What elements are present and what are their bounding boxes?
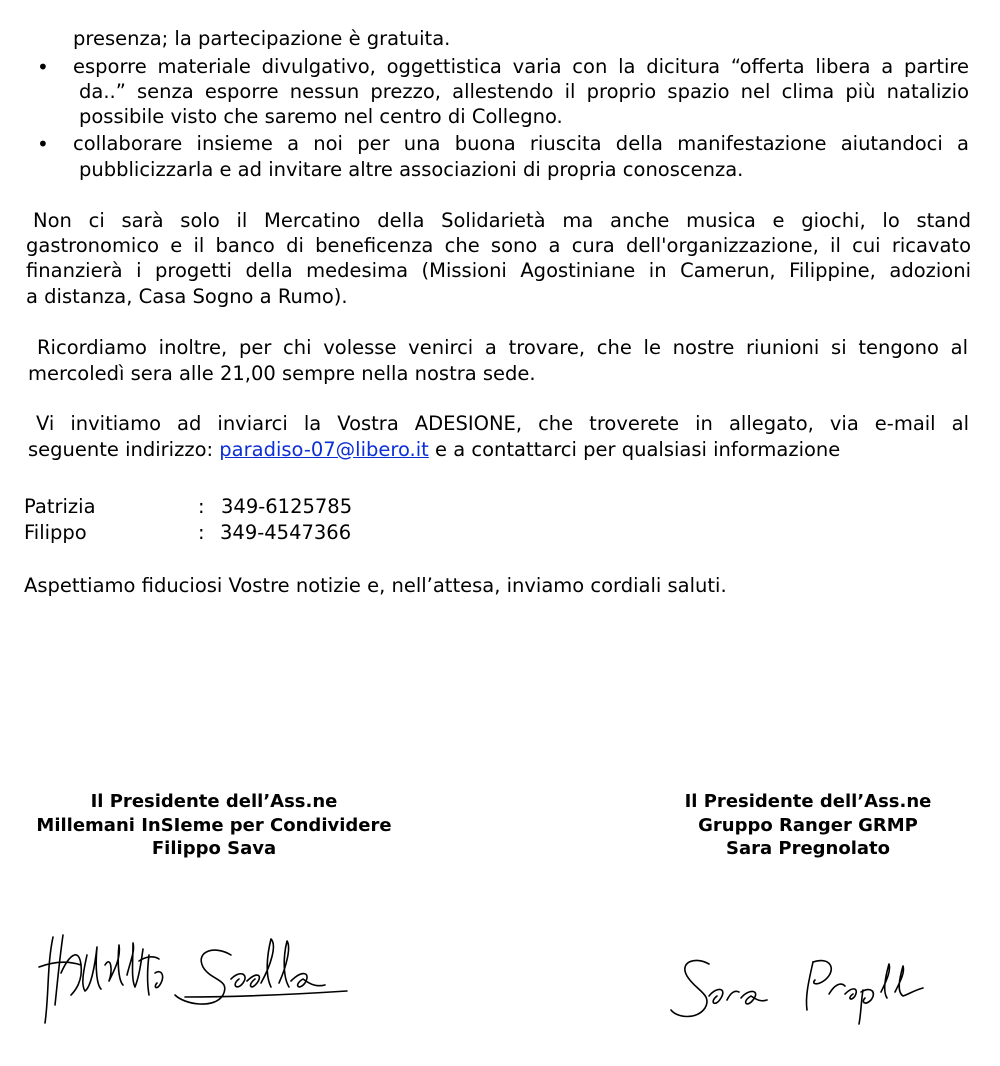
- paragraph-1-line-3: finanzierà i progetti della medesima (Missioni Agostiniane in Camerun, Filippine, adozioni: [26, 259, 971, 282]
- bullet-item-2-line-2: pubblicizzarla e ad invitare altre associazioni di propria conoscenza.: [79, 158, 744, 181]
- email-prefix-text: seguente indirizzo:: [28, 438, 214, 461]
- bullet-item-1-line-3: possibile visto che saremo nel centro di Collegno.: [79, 105, 563, 128]
- paragraph-1-line-1: Non ci sarà solo il Mercatino della Solidarietà ma anche musica e giochi, lo stand: [33, 209, 971, 232]
- left-signatory-block: [10, 790, 418, 861]
- contact-separator: :: [198, 521, 205, 544]
- right-signatory-org: Gruppo Ranger GRMP: [698, 814, 918, 836]
- bullet-continuation-text: presenza; la partecipazione è gratuita.: [73, 27, 451, 50]
- email-link[interactable]: paradiso-07@libero.it: [219, 438, 429, 461]
- left-handwritten-signature: [35, 925, 365, 1030]
- left-signatory-name: Filippo Sava: [151, 838, 277, 859]
- paragraph-2-line-1: Ricordiamo inoltre, per chi volesse venirci a trovare, che le nostre riunioni si tengono al: [37, 336, 968, 359]
- email-suffix-text: e a contattarci per qualsiasi informazione: [435, 438, 841, 461]
- right-signatory-name: Sara Pregnolato: [725, 838, 891, 859]
- left-signatory-org: Millemani InSIeme per Condividere: [36, 814, 392, 836]
- paragraph-2-line-2: mercoledì sera alle 21,00 sempre nella nostra sede.: [28, 362, 536, 385]
- contact-name: Filippo: [24, 521, 87, 544]
- right-signatory-block: [660, 790, 956, 861]
- bullet-marker-2: •: [37, 132, 49, 156]
- paragraph-1-line-2: gastronomico e il banco di beneficenza che sono a cura dell'organizzazione, il cui ricavato: [26, 234, 971, 257]
- bullet-item-1-line-1: esporre materiale divulgativo, oggettistica varia con la dicitura “offerta libera a partire: [73, 55, 969, 78]
- right-signatory-title: Il Presidente dell’Ass.ne: [684, 791, 932, 812]
- bullet-marker-1: •: [37, 55, 49, 79]
- contact-separator: :: [198, 495, 205, 518]
- closing-line: Aspettiamo fiduciosi Vostre notizie e, nell’attesa, inviamo cordiali saluti.: [24, 574, 727, 597]
- contact-phone: 349-6125785: [221, 495, 353, 518]
- left-signatory-title: Il Presidente dell’Ass.ne: [90, 791, 338, 812]
- paragraph-3-line-2: [28, 437, 840, 463]
- bullet-item-2-line-1: collaborare insieme a noi per una buona riuscita della manifestazione aiutandoci a: [73, 132, 969, 155]
- contact-name: Patrizia: [24, 495, 96, 518]
- right-handwritten-signature: [665, 950, 935, 1030]
- paragraph-1-line-4: a distanza, Casa Sogno a Rumo).: [26, 285, 348, 308]
- paragraph-3-line-1: Vi invitiamo ad inviarci la Vostra ADESIONE, che troverete in allegato, via e-mail al: [36, 412, 969, 435]
- bullet-item-1-line-2: da..” senza esporre nessun prezzo, allestendo il proprio spazio nel clima più natalizio: [79, 80, 969, 103]
- contact-phone: 349-4547366: [220, 521, 352, 544]
